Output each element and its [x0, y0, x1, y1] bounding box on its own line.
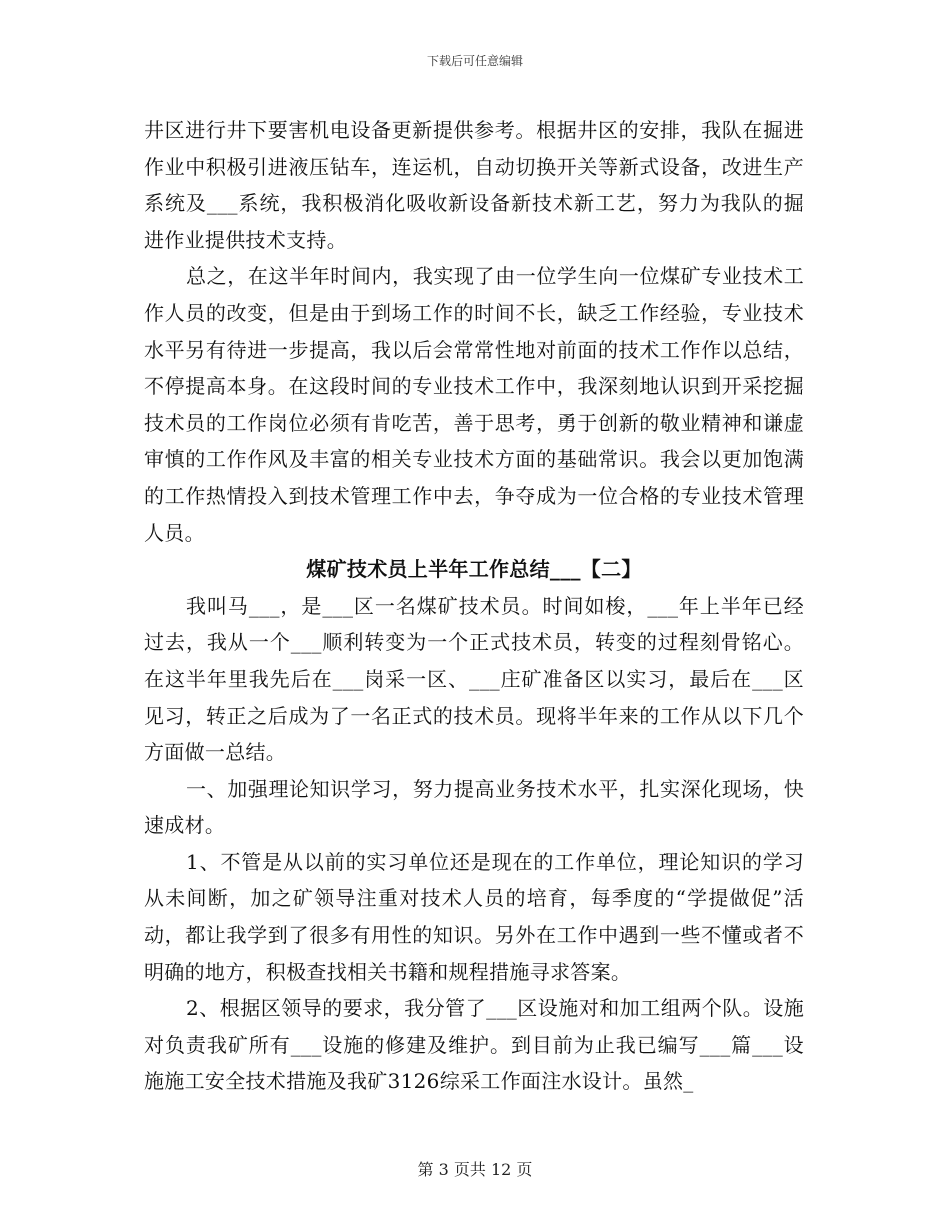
page-number: 第 3 页共 12 页: [417, 1160, 533, 1179]
paragraph-item-two: 2、根据区领导的要求，我分管了___区设施对和加工组两个队。设施对负责我矿所有___设施的修建及维护。到目前为止我已编写___篇___设施施工安全技术措施及我矿3126综采工作面注水设计。虽然_: [144, 996, 804, 1094]
paragraph-item-one: 1、不管是从以前的实习单位还是现在的工作单位，理论知识的学习从未间断，加之矿领导注重对技术人员的培育，每季度的“学提做促”活动，都让我学到了很多有用性的知识。另外在工作中遇到一些不懂或者不明确的地方，积极查找相关书籍和规程措施寻求答案。: [144, 849, 804, 984]
section-title: 煤矿技术员上半年工作总结___【二】: [306, 557, 642, 582]
paragraph-heading-one: 一、加强理论知识学习，努力提高业务技术水平，扎实深化现场，快速成材。: [144, 776, 804, 838]
paragraph-summary: 总之，在这半年时间内，我实现了由一位学生向一位煤矿专业技术工作人员的改变，但是由于到场工作的时间不长，缺乏工作经验，专业技术水平另有待进一步提高，我以后会常常性地对前面的技术工作作以总结，不停提高本身。在这段时间的专业技术工作中，我深刻地认识到开采挖掘技术员的工作岗位必须有肯吃苦，善于思考，勇于创新的敬业精神和谦虚审慎的工作作风及丰富的相关专业技术方面的基础常识。我会以更加饱满的工作热情投入到技术管理工作中去，争夺成为一位合格的专业技术管理人员。: [144, 264, 804, 545]
paragraph-intro: 我叫马___，是___区一名煤矿技术员。时间如梭，___年上半年已经过去，我从一个___顺利转变为一个正式技术员，转变的过程刻骨铭心。在这半年里我先后在___岗采一区、___庄矿准备区以实习，最后在___区见习，转正之后成为了一名正式的技术员。现将半年来的工作从以下几个方面做一总结。: [144, 593, 804, 765]
paragraph-continuation: 井区进行井下要害机电设备更新提供参考。根据井区的安排，我队在掘进作业中积极引进液压钻车，连运机，自动切换开关等新式设备，改进生产系统及___系统，我积极消化吸收新设备新技术新工艺，努力为我队的掘进作业提供技术支持。: [144, 118, 804, 252]
document-body: [144, 112, 804, 1100]
page-header-note: 下载后可任意编辑: [426, 54, 523, 68]
